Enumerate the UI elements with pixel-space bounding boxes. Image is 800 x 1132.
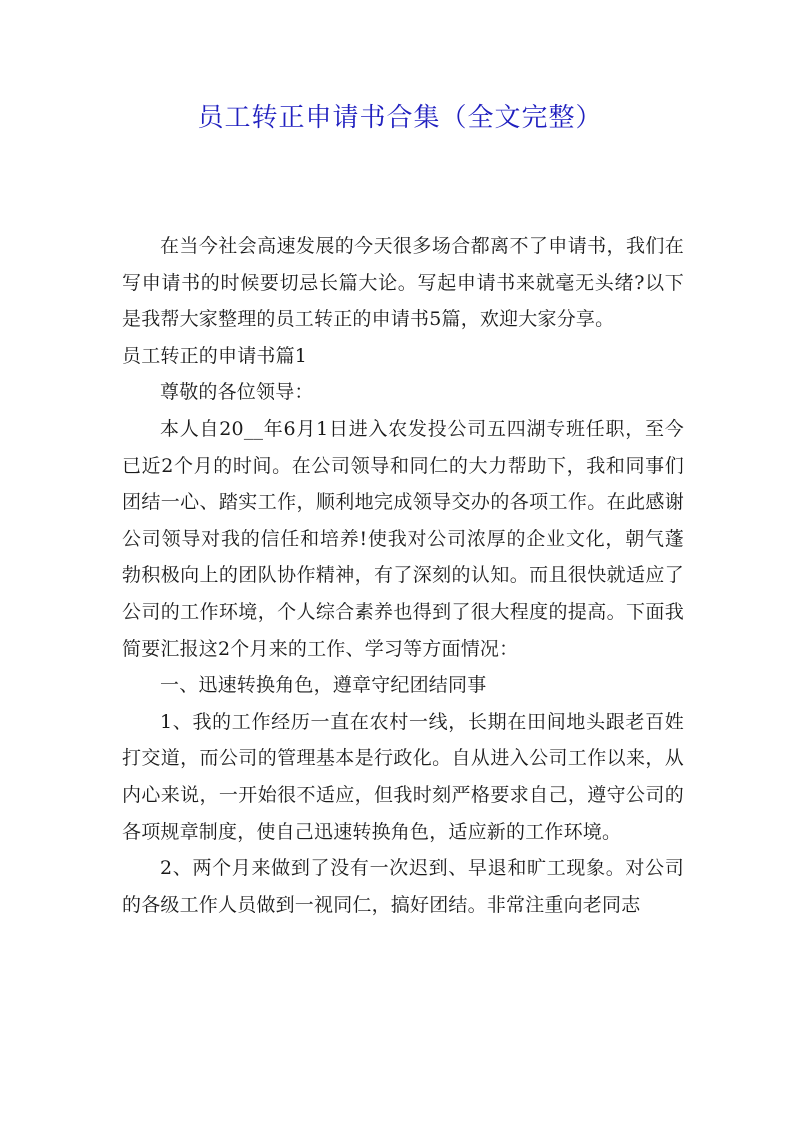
paragraph-item-1: 1、我的工作经历一直在农村一线，长期在田间地头跟老百姓打交道，而公司的管理基本是行政化。自从进入公司工作以来，从内心来说，一开始很不适应，但我时刻严格要求自己，遵守公司的各项规章制度，使自己迅速转换角色，适应新的工作环境。	[122, 710, 684, 843]
paragraph-body: 本人自20__年6月1日进入农发投公司五四湖专班任职，至今已近2个月的时间。在公司领导和同仁的大力帮助下，我和同事们团结一心、踏实工作，顺利地完成领导交办的各项工作。在此感谢公司领导对我的信任和培养!使我对公司浓厚的企业文化，朝气蓬勃积极向上的团队协作精神，有了深刻的认知。而且很快就适应了公司的工作环境，个人综合素养也得到了很大程度的提高。下面我简要汇报这2个月来的工作、学习等方面情况：	[122, 417, 684, 660]
paragraph-item-2: 2、两个月来做到了没有一次迟到、早退和旷工现象。对公司的各级工作人员做到一视同仁，搞好团结。非常注重向老同志	[122, 857, 684, 916]
document-title: 员工转正申请书合集（全文完整）	[197, 103, 603, 133]
subsection-heading: 一、迅速转换角色，遵章守纪团结同事	[160, 674, 487, 697]
section-heading: 员工转正的申请书篇1	[122, 344, 308, 367]
paragraph-intro: 在当今社会高速发展的今天很多场合都离不了申请书，我们在写申请书的时候要切忌长篇大论。写起申请书来就毫无头绪?以下是我帮大家整理的员工转正的申请书5篇，欢迎大家分享。	[122, 235, 684, 331]
document-body	[122, 228, 684, 923]
salutation: 尊敬的各位领导：	[160, 381, 314, 404]
